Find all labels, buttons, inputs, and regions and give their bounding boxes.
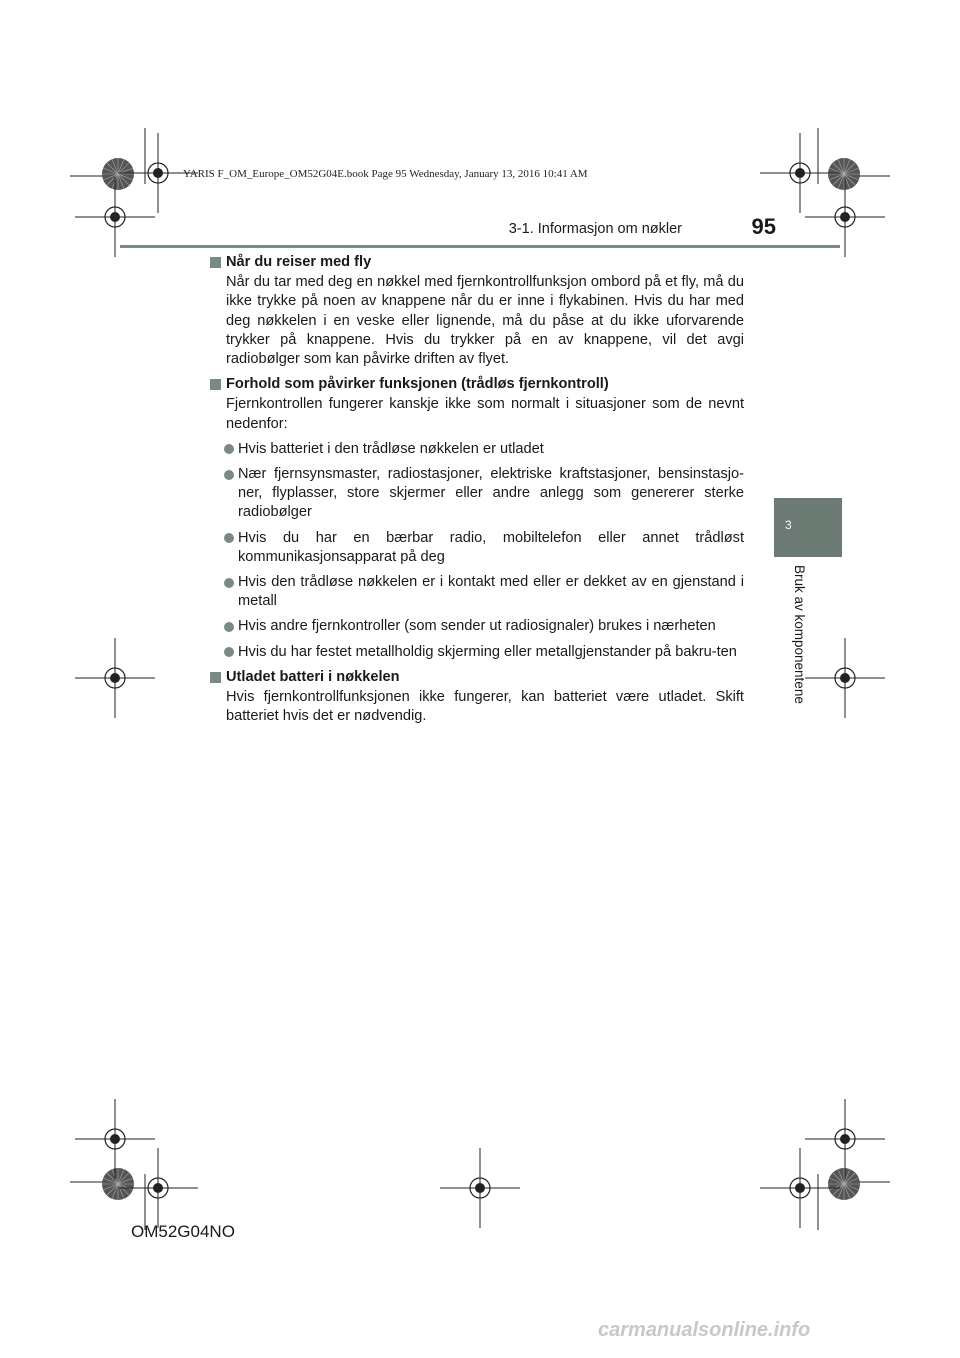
section-heading xyxy=(210,253,744,272)
crop-mark-icon xyxy=(118,1148,198,1228)
crop-mark-icon xyxy=(805,638,885,718)
heading-text: Forhold som påvirker funksjonen (trådløs fjernkontroll) xyxy=(226,376,609,393)
page-number: 95 xyxy=(751,214,776,239)
crop-mark-icon xyxy=(805,1099,885,1179)
registration-mark-icon xyxy=(828,1168,860,1200)
list-item-text: Hvis du har festet metallholdig skjerming eller metallgjenstander på bakru-ten xyxy=(238,643,737,660)
square-bullet-icon xyxy=(210,672,221,683)
registration-mark-icon xyxy=(102,158,134,190)
list-item xyxy=(210,465,744,523)
heading-text: Når du reiser med fly xyxy=(226,254,372,270)
round-bullet-icon xyxy=(224,622,234,632)
chapter-label: Bruk av komponentene xyxy=(792,565,807,704)
book-info-line: YARIS F_OM_Europe_OM52G04E.book Page 95 Wednesday, January 13, 2016 10:41 AM xyxy=(183,168,588,180)
header-rule xyxy=(120,245,840,248)
list-item-text: Hvis andre fjernkontroller (som sender ut radiosignaler) brukes i nærheten xyxy=(238,618,716,635)
list-item xyxy=(210,617,744,636)
page-content xyxy=(210,253,744,728)
chapter-number: 3 xyxy=(785,518,792,532)
round-bullet-icon xyxy=(224,444,234,454)
round-bullet-icon xyxy=(224,647,234,657)
list-item xyxy=(210,529,744,567)
crop-mark-icon xyxy=(440,1148,520,1228)
square-bullet-icon xyxy=(210,257,221,268)
section-title: 3-1. Informasjon om nøkler xyxy=(508,221,682,237)
section-heading xyxy=(210,375,744,394)
list-item xyxy=(210,643,744,662)
watermark: carmanualsonline.info xyxy=(598,1319,811,1341)
list-item-text: Nær fjernsynsmaster, radiostasjoner, elektriske kraftstasjoner, bensinstasjo-ner, flyplasser, store skjermer eller andre anlegg som genererer sterke radiobølger xyxy=(238,466,744,521)
crop-mark-icon xyxy=(75,1099,155,1179)
list-item-text: Hvis du har en bærbar radio, mobiltelefon eller annet trådløst kommunikasjonsapparat på deg xyxy=(238,529,744,565)
registration-mark-icon xyxy=(828,158,860,190)
document-code: OM52G04NO xyxy=(131,1222,235,1241)
crop-mark-icon xyxy=(760,133,840,213)
list-item-text: Hvis den trådløse nøkkelen er i kontakt med eller er dekket av en gjenstand i metall xyxy=(238,574,744,610)
list-item xyxy=(210,440,744,459)
list-item-text: Hvis batteriet i den trådløse nøkkelen er utladet xyxy=(238,440,544,457)
paragraph: Fjernkontrollen fungerer kanskje ikke som normalt i situasjoner som de nevnt nedenfor: xyxy=(226,396,744,432)
registration-mark-icon xyxy=(102,1168,134,1200)
round-bullet-icon xyxy=(224,533,234,543)
section-heading xyxy=(210,668,744,687)
paragraph: Hvis fjernkontrollfunksjonen ikke fungerer, kan batteriet være utladet. Skift batteriet hvis det er nødvendig. xyxy=(226,689,744,725)
crop-mark-icon xyxy=(75,638,155,718)
list-item xyxy=(210,573,744,611)
heading-text: Utladet batteri i nøkkelen xyxy=(226,668,400,685)
round-bullet-icon xyxy=(224,578,234,588)
crop-mark-icon xyxy=(760,1148,840,1228)
paragraph: Når du tar med deg en nøkkel med fjernkontrollfunksjon ombord på et fly, må du ikke trykke på noen av knappene når du er inne i flykabinen. Hvis du har med deg nøkkelen i en veske eller lignende, må du påse at du ikke uforvarende trykker på knappene. Hvis du trykker på en av knappene, vil det avgi radiobølger som kan påvirke driften av flyet. xyxy=(226,274,744,368)
square-bullet-icon xyxy=(210,379,221,390)
round-bullet-icon xyxy=(224,470,234,480)
